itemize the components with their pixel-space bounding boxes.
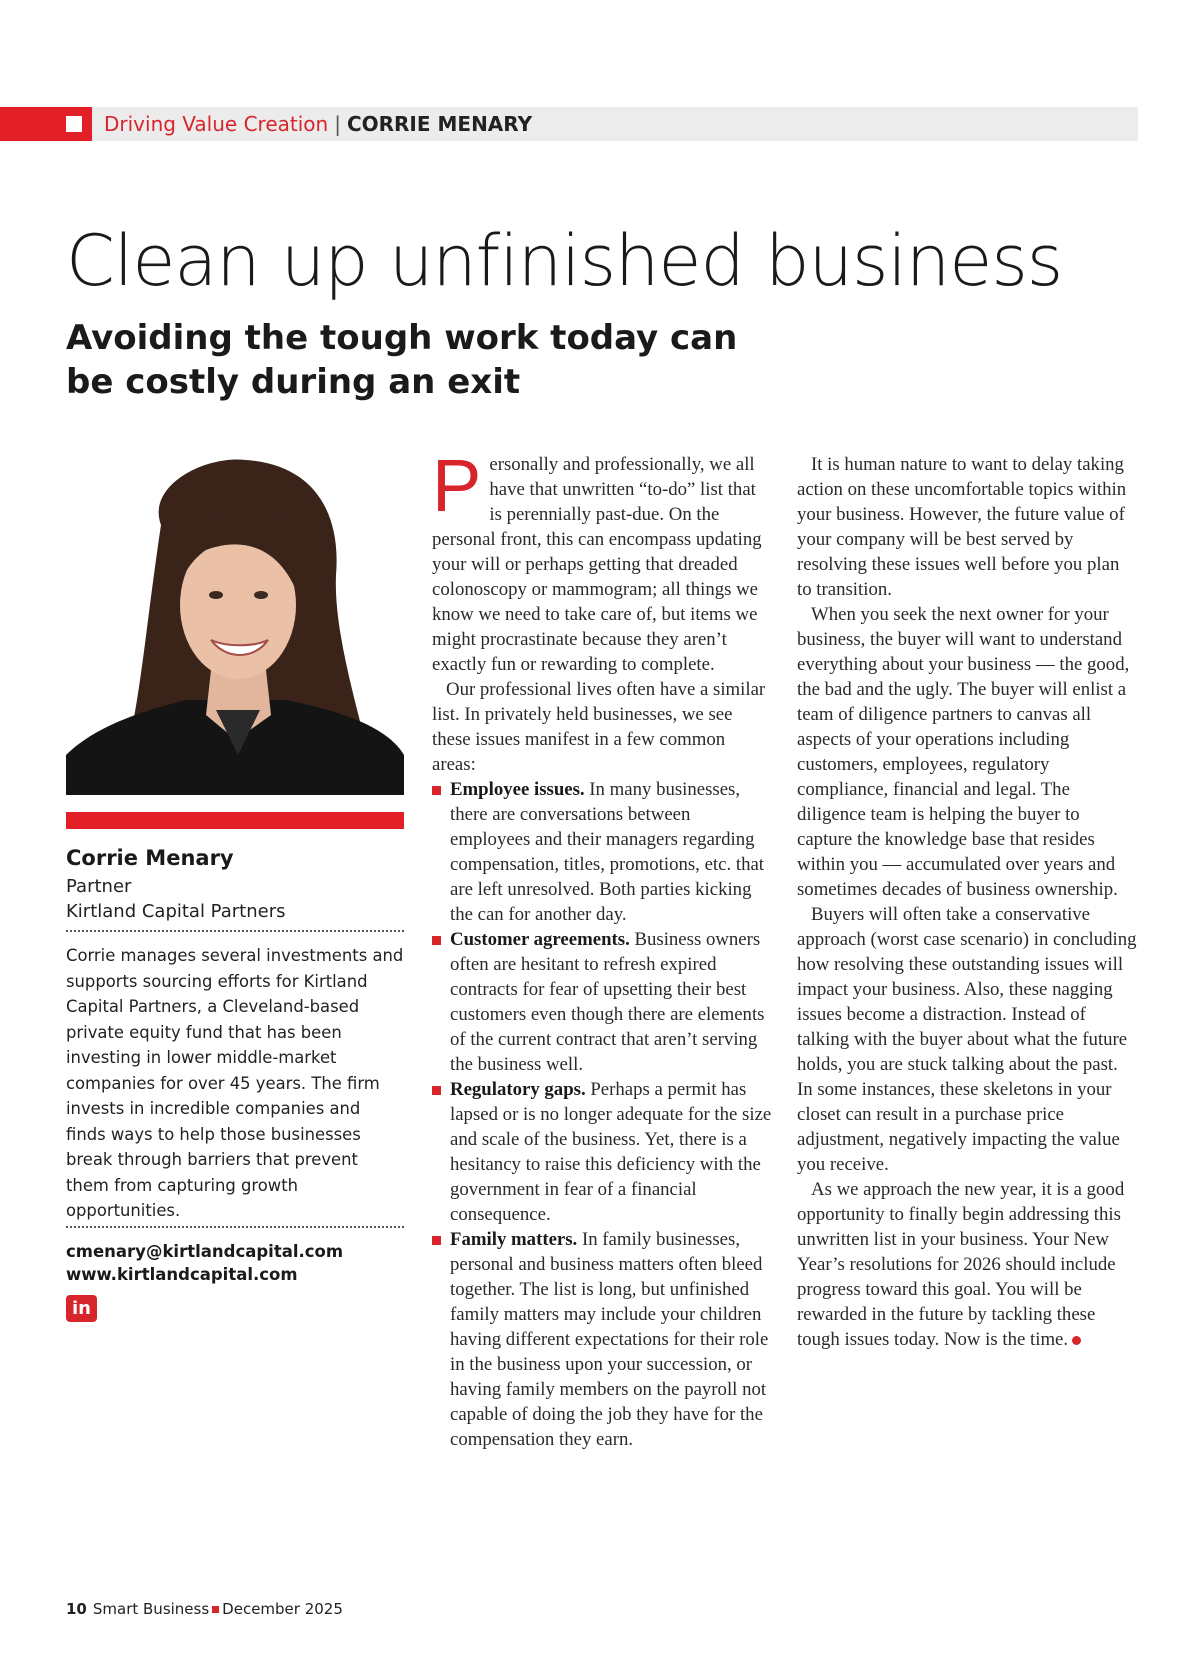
paragraph: When you seek the next owner for your business, the buyer will want to understand everything about your business — the good, the bad and the ugly. The buyer will enlist a team of diligence partners to canvas all aspects of your operations including customers, employees, regulatory compliance, financial and legal. The diligence team is helping the buyer to capture the knowledge base that resides within you — accumulated over years and sometimes decades of business ownership. bbox=[797, 604, 1130, 900]
paragraph: Our professional lives often have a similar list. In privately held businesses, we see these issues manifest in a few common areas: bbox=[432, 679, 766, 775]
portrait-image bbox=[66, 455, 404, 795]
linkedin-icon[interactable]: in bbox=[66, 1295, 97, 1322]
issue-date: December 2025 bbox=[222, 1600, 343, 1618]
banner-separator: | bbox=[334, 112, 341, 136]
bullet-lead: Employee issues. bbox=[450, 779, 585, 800]
article-title: Clean up unfinished business bbox=[66, 220, 1063, 302]
drop-cap: P bbox=[432, 444, 482, 527]
separator-icon bbox=[212, 1606, 219, 1613]
banner-accent bbox=[0, 107, 92, 141]
paragraph: Personally and professionally, we all have that unwritten “to-do” list that is perennially past-due. On the personal front, this can encompass updating your will or perhaps getting that dreaded colonoscopy or mammogram; all things we know we need to take care of, but items we might procrastinate because they aren’t exactly fun or rewarding to complete. bbox=[432, 444, 762, 675]
bullet-lead: Customer agreements. bbox=[450, 929, 630, 950]
bullet-lead: Regulatory gaps. bbox=[450, 1079, 586, 1100]
bullet-text: Business owners often are hesitant to refresh expired contracts for fear of upsetting their best customers even though there are elements of the current contract that aren’t serving the business well. bbox=[450, 929, 765, 1075]
page-number: 10 bbox=[66, 1600, 87, 1618]
dotted-divider bbox=[66, 930, 404, 932]
bullet-text: In family businesses, personal and business matters often bleed together. The list is long, but unfinished family matters may include your children having different expectations for their role in the business upon your succession, or having family members on the payroll not capable of doing the job they have for the compensation they earn. bbox=[450, 1229, 769, 1450]
bio-divider-bar bbox=[66, 812, 404, 829]
bullet-icon bbox=[432, 786, 441, 795]
bullet-item bbox=[432, 1077, 772, 1227]
dotted-divider bbox=[66, 1226, 404, 1228]
author-company: Kirtland Capital Partners bbox=[66, 901, 286, 922]
author-photo bbox=[66, 455, 404, 795]
bullet-icon bbox=[432, 1236, 441, 1245]
paragraph: Buyers will often take a conservative approach (worst case scenario) in concluding how resolving these outstanding issues will impact your business. Also, these nagging issues become a distraction. Instead of talking with the buyer about what the future holds, you are stuck talking about the past. In some instances, these skeletons in your closet can result in a purchase price adjustment, negatively impacting the value you receive. bbox=[797, 904, 1137, 1175]
bullet-item bbox=[432, 777, 772, 927]
section-name: Driving Value Creation bbox=[104, 112, 329, 136]
square-icon bbox=[66, 116, 82, 132]
section-banner bbox=[0, 107, 1138, 141]
email-link[interactable]: cmenary@kirtlandcapital.com bbox=[66, 1242, 344, 1261]
article-subtitle: Avoiding the tough work today can be costly during an exit bbox=[66, 318, 738, 402]
author-role-block bbox=[66, 874, 285, 924]
bullet-icon bbox=[432, 1086, 441, 1095]
paragraph: As we approach the new year, it is a good opportunity to finally begin addressing this unwritten list in your business. Your New Year’s resolutions for 2026 should include progress toward this goal. You will be rewarded in the future by tackling these tough issues today. Now is the time. bbox=[797, 1179, 1125, 1350]
website-link[interactable]: www.kirtlandcapital.com bbox=[66, 1265, 298, 1284]
contact-block bbox=[66, 1240, 343, 1286]
paragraph: It is human nature to want to delay taking action on these uncomfortable topics within your business. However, the future value of your company will be best served by resolving these issues well before you plan to transition. bbox=[797, 454, 1127, 600]
bullet-text: In many businesses, there are conversations between employees and their managers regarding compensation, titles, promotions, etc. that are left unresolved. Both parties kicking the can for another day. bbox=[450, 779, 765, 925]
bullet-item bbox=[432, 1227, 772, 1452]
bullet-item bbox=[432, 927, 772, 1077]
page-footer bbox=[66, 1600, 343, 1618]
bullet-icon bbox=[432, 936, 441, 945]
article-column-1 bbox=[432, 444, 772, 1452]
author-name: Corrie Menary bbox=[66, 846, 234, 870]
end-mark-icon bbox=[1072, 1336, 1081, 1345]
banner-author: CORRIE MENARY bbox=[346, 112, 533, 136]
publication-name: Smart Business bbox=[92, 1600, 210, 1618]
bullet-lead: Family matters. bbox=[450, 1229, 578, 1250]
author-bio: Corrie manages several investments and supports sourcing efforts for Kirtland Capital Partners, a Cleveland-based private equity fund that has been investing in lower middle-market companies for over 45 years. The firm invests in incredible companies and finds ways to help those businesses break through barriers that prevent them from capturing growth opportunities. bbox=[66, 946, 404, 1220]
article-column-2 bbox=[797, 452, 1137, 1352]
bullet-text: Perhaps a permit has lapsed or is no longer adequate for the size and scale of the business. Yet, there is a hesitancy to raise this deficiency with the government in fear of a financial consequence. bbox=[450, 1079, 772, 1225]
author-role: Partner bbox=[66, 876, 132, 897]
banner-text bbox=[104, 107, 532, 141]
